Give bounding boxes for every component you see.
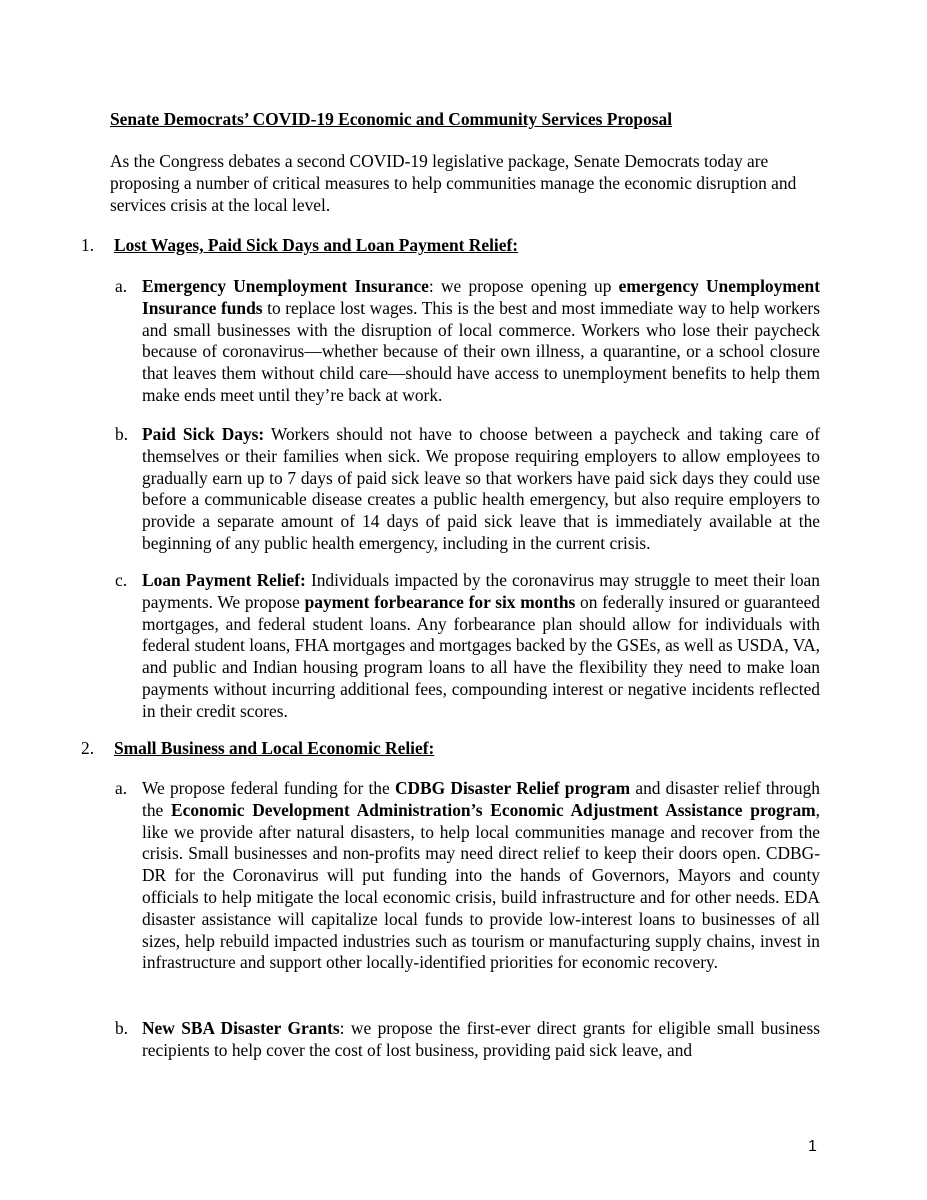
item-lead: New SBA Disaster Grants	[142, 1018, 340, 1038]
item-text	[142, 424, 820, 555]
item-marker: b.	[115, 424, 129, 444]
section-2-heading	[81, 738, 434, 760]
item-text-run: on federally insured or guaranteed mortgages, and federal student loans. Any forbearance plan should allow for individuals with federal student loans, FHA mortgages and mortgages backed by the GSEs, as well as USDA, VA, and public and Indian housing program loans to all have the flexibility they need to make loan payments without incurring additional fees, compounding interest or negative incidents reflected in their credit scores.	[142, 591, 820, 721]
item-lead: Loan Payment Relief:	[142, 570, 306, 590]
item-text-run: : we propose opening up	[428, 276, 619, 296]
item-marker: a.	[115, 778, 128, 798]
section-label: Small Business and Local Economic Relief:	[114, 738, 435, 758]
item-text-run: Workers should not have to choose between a paycheck and taking care of themselves or their families when sick. We propose requiring employers to allow employees to gradually earn up to 7 days of paid sick leave so that workers have paid sick days they could use before a communicable disease creates a public health emergency, but also require employers to provide a separate amount of 14 days of paid sick leave that is immediately available at the beginning of any public health emergency, including in the current crisis.	[142, 424, 820, 553]
item-text-run: We propose federal funding for the	[142, 778, 395, 798]
section-number: 1.	[81, 235, 95, 255]
item-marker: b.	[115, 1018, 129, 1038]
item-cdbg-disaster-relief	[115, 778, 820, 974]
section-1-heading	[81, 235, 518, 257]
item-text-run: : we propose the first-ever direct grants for eligible small business recipients to help cover the cost of lost business, providing paid sick leave, and	[142, 1018, 820, 1060]
item-paid-sick-days	[115, 424, 820, 555]
item-loan-payment-relief	[115, 570, 820, 723]
item-text	[142, 1018, 820, 1062]
item-marker: c.	[115, 570, 128, 590]
item-lead: Paid Sick Days:	[142, 424, 265, 444]
section-label: Lost Wages, Paid Sick Days and Loan Payment Relief:	[114, 235, 519, 255]
item-text-run: and disaster relief through the	[142, 778, 820, 820]
item-lead: Emergency Unemployment Insurance	[142, 276, 429, 296]
item-marker: a.	[115, 276, 128, 296]
item-text	[142, 276, 820, 407]
page-number: 1	[808, 1138, 817, 1155]
item-text	[142, 778, 820, 974]
item-sba-disaster-grants	[115, 1018, 820, 1062]
item-bold-run: CDBG Disaster Relief program	[394, 778, 631, 798]
document-title: Senate Democrats’ COVID-19 Economic and Community Services Proposal	[110, 109, 673, 129]
item-bold-run: Economic Development Administration’s Economic Adjustment Assistance program	[171, 799, 816, 820]
item-bold-run: emergency Unemployment Insurance funds	[142, 276, 820, 318]
item-bold-run: payment forbearance for six months	[304, 591, 576, 612]
intro-paragraph: As the Congress debates a second COVID-19 legislative package, Senate Democrats today are proposing a number of critical measures to help communities manage the economic disruption and services crisis at the local level.	[110, 151, 797, 215]
item-text-run: Individuals impacted by the coronavirus may struggle to meet their loan payments. We propose	[142, 570, 820, 612]
section-number: 2.	[81, 738, 95, 758]
item-text-run: to replace lost wages. This is the best and most immediate way to help workers and small businesses with the disruption of local commerce. Workers who lose their paycheck because of coronavirus—whether because of their own illness, a quarantine, or a school closure that leaves them without child care—should have access to unemployment benefits to help them make ends meet until they’re back at work.	[142, 297, 820, 405]
item-text-run: , like we provide after natural disasters, to help local communities manage and recover from the crisis. Small businesses and non-profits may need direct relief to keep their doors open. CDBG-DR for the Coronavirus will put funding into the hands of Governors, Mayors and county officials to help mitigate the local economic crisis, build infrastructure and for other needs. EDA disaster assistance will capitalize local funds to provide low-interest loans to businesses of all sizes, help rebuild impacted industries such as tourism or manufacturing supply chains, invest in infrastructure and support other locally-identified priorities for economic recovery.	[142, 799, 821, 973]
item-text	[142, 570, 820, 723]
item-emergency-unemployment	[115, 276, 820, 407]
